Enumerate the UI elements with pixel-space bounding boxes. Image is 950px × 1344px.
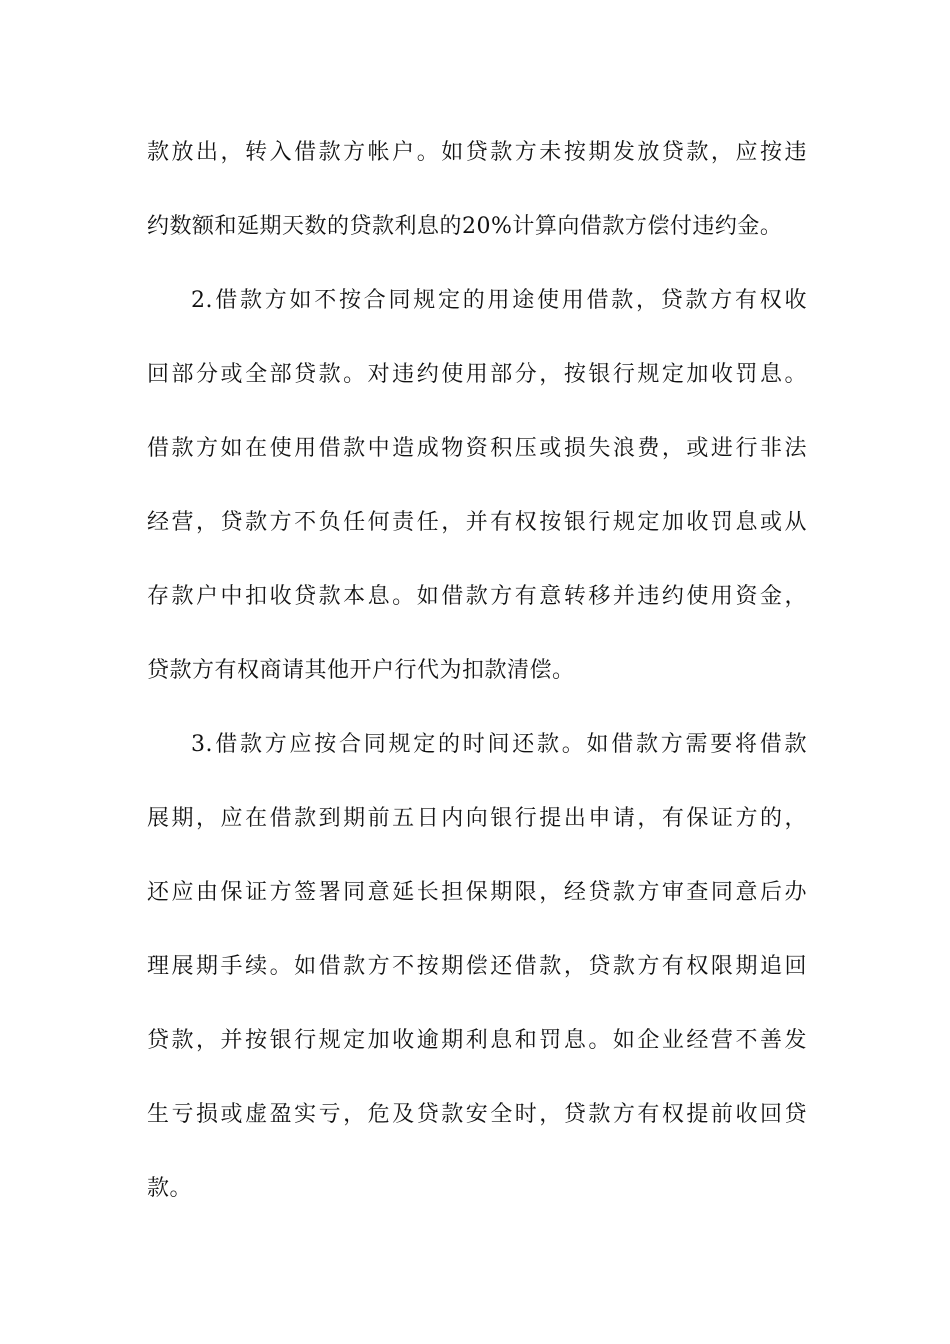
text-line: 约数额和延期天数的贷款利息的20%计算向借款方偿付违约金。 xyxy=(147,214,783,239)
text-line: 理展期手续。如借款方不按期偿还借款，贷款方有权限期追回 xyxy=(147,954,807,979)
text-line: 经营，贷款方不负任何责任，并有权按银行规定加收罚息或从 xyxy=(147,510,807,535)
text-line: 贷款，并按银行规定加收逾期利息和罚息。如企业经营不善发 xyxy=(147,1028,807,1053)
text-line: 生亏损或虚盈实亏，危及贷款安全时，贷款方有权提前收回贷 xyxy=(147,1102,807,1127)
text-line: 回部分或全部贷款。对违约使用部分，按银行规定加收罚息。 xyxy=(147,362,807,387)
text-line: 借款方如在使用借款中造成物资积压或损失浪费，或进行非法 xyxy=(147,436,807,461)
text-line: 展期，应在借款到期前五日内向银行提出申请，有保证方的， xyxy=(147,806,807,831)
text-line: 款。 xyxy=(147,1176,193,1201)
text-line: 贷款方有权商请其他开户行代为扣款清偿。 xyxy=(147,658,575,683)
text-line: 存款户中扣收贷款本息。如借款方有意转移并违约使用资金， xyxy=(147,584,807,609)
text-line: 款放出，转入借款方帐户。如贷款方未按期发放贷款，应按违 xyxy=(147,140,807,165)
text-line: 还应由保证方签署同意延长担保期限，经贷款方审查同意后办 xyxy=(147,880,807,905)
paragraph-first-line: 2.借款方如不按合同规定的用途使用借款，贷款方有权收 xyxy=(191,288,807,313)
paragraph-first-line: 3.借款方应按合同规定的时间还款。如借款方需要将借款 xyxy=(191,732,807,757)
